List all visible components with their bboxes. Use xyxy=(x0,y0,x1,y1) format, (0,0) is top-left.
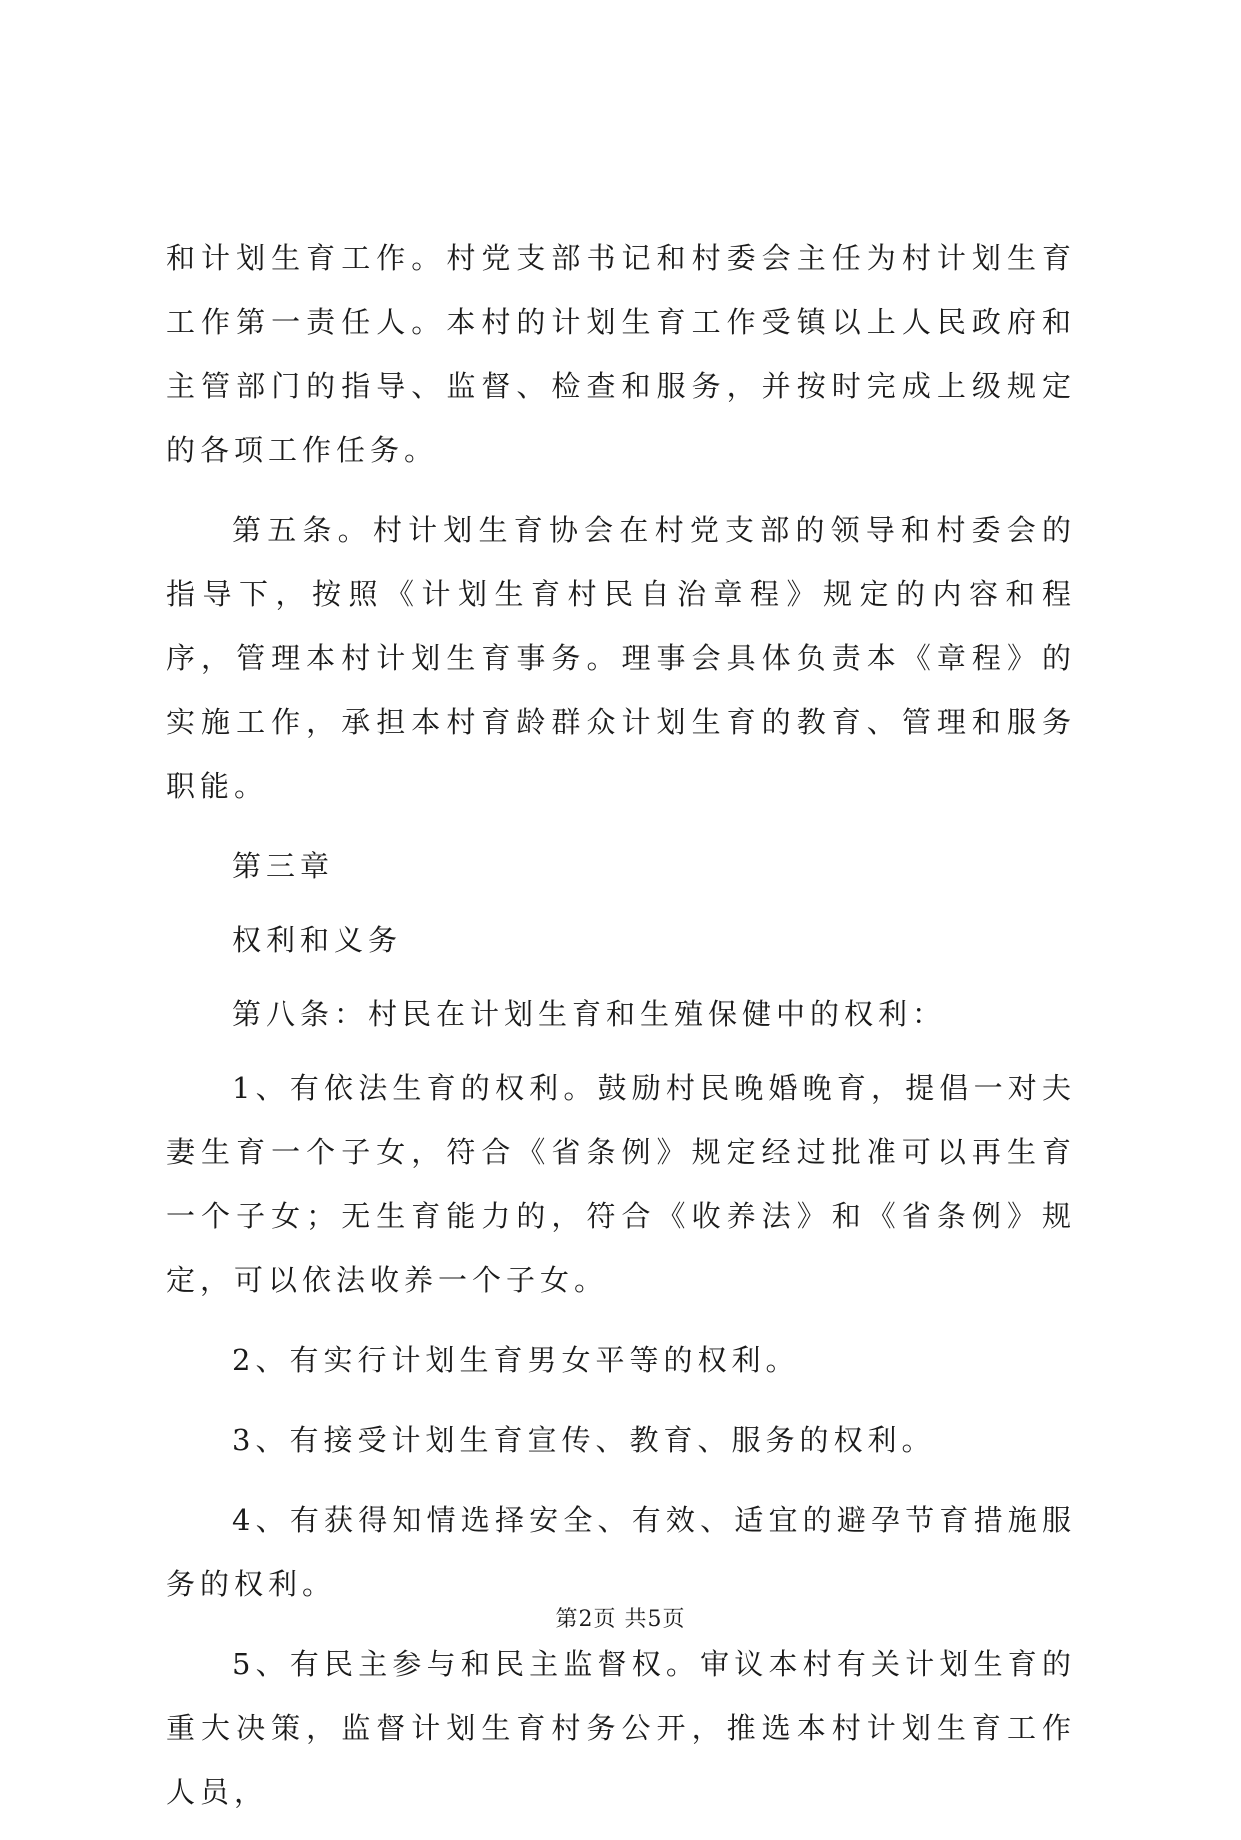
list-item-5: 5、有民主参与和民主监督权。审议本村有关计划生育的重大决策，监督计划生育村务公开，推选本村计划生育工作人员， xyxy=(166,1647,1076,1809)
article-8-heading: 第八条：村民在计划生育和生殖保健中的权利： xyxy=(232,997,947,1031)
document-body xyxy=(166,226,1076,1840)
chapter-heading: 第三章 xyxy=(232,849,335,883)
list-item-1: 1、有依法生育的权利。鼓励村民晚婚晚育，提倡一对夫妻生育一个子女，符合《省条例》规定经过批准可以再生育一个子女；无生育能力的，符合《收养法》和《省条例》规定，可以依法收养一个子女。 xyxy=(166,1071,1076,1297)
paragraph-continuation: 和计划生育工作。村党支部书记和村委会主任为村计划生育工作第一责任人。本村的计划生育工作受镇以上人民政府和主管部门的指导、监督、检查和服务，并按时完成上级规定的各项工作任务。 xyxy=(166,241,1076,467)
list-item-4: 4、有获得知情选择安全、有效、适宜的避孕节育措施服务的权利。 xyxy=(166,1503,1076,1601)
chapter-title: 权利和义务 xyxy=(232,923,403,957)
page-footer: 第2页 共5页 xyxy=(555,1607,686,1632)
list-item-2: 2、有实行计划生育男女平等的权利。 xyxy=(232,1343,800,1377)
list-item-3: 3、有接受计划生育宣传、教育、服务的权利。 xyxy=(232,1423,936,1457)
paragraph-article-5: 第五条。村计划生育协会在村党支部的领导和村委会的指导下，按照《计划生育村民自治章程》规定的内容和程序，管理本村计划生育事务。理事会具体负责本《章程》的实施工作，承担本村育龄群众计划生育的教育、管理和服务职能。 xyxy=(166,513,1076,803)
